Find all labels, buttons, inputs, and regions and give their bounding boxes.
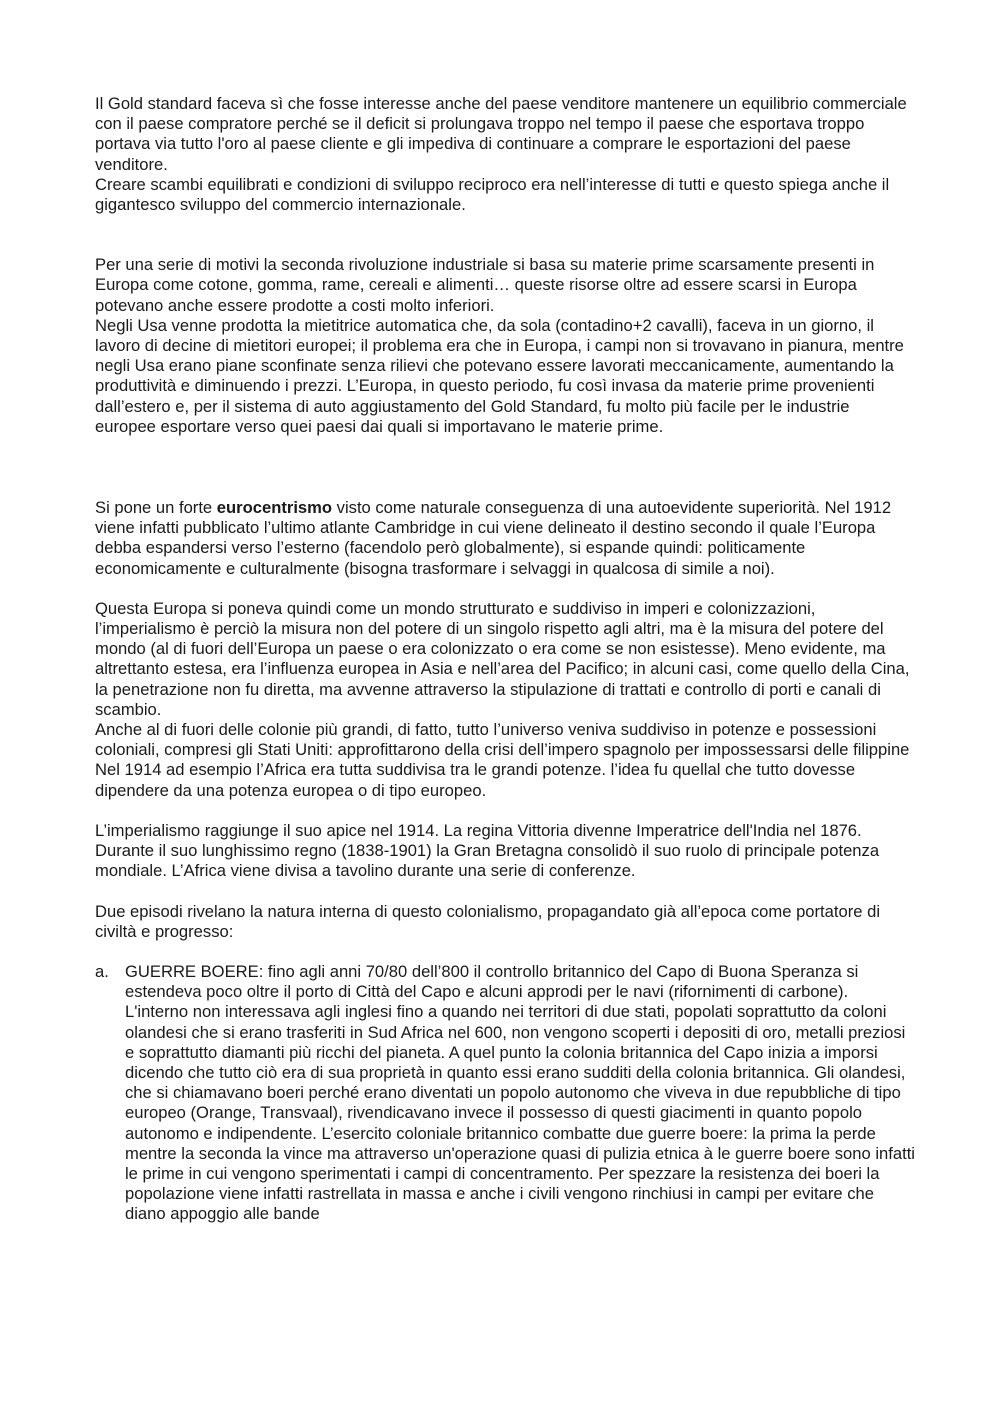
list-item-text: GUERRE BOERE: fino agli anni 70/80 dell’800 il controllo britannico del Capo di Buona Speranza si estendeva poco oltre il porto di Città del Capo e alcuni approdi per le navi (rifornimenti di carbone). L'interno non interessava agli inglesi fino a quando nei territori di due stati, popolati soprattutto da coloni olandesi che si erano trasferiti in Sud Africa nel 600, non vengono scoperti i depositi di oro, metalli preziosi e soprattutto diamanti più ricchi del pianeta. A quel punto la colonia britannica del Capo inizia a imporsi dicendo che tutto ciò era di sua proprietà in quanto essi erano sudditi della colonia britannica. Gli olandesi, che si chiamavano boeri perché erano diventati un popolo autonomo che viveva in due repubbliche di tipo europeo (Orange, Transvaal), rivendicavano invece il possesso di questi giacimenti in quanto popolo autonomo e indipendente. L’esercito coloniale britannico combatte due guerre boere: la prima la perde mentre la seconda la vince ma attraverso un'operazione quasi di pulizia etnica à le guerre boere sono infatti le prime in cui vengono sperimentati i campi di concentramento. Per spezzare la resistenza dei boeri la popolazione viene infatti rastrellata in massa e anche i civili vengono rinchiusi in campi per evitare che diano appoggio alle bande: [125, 961, 915, 1224]
paragraph-raw-materials: Per una serie di motivi la seconda rivoluzione industriale si basa su materie prime scarsamente presenti in Europa come cotone, gomma, rame, cereali e alimenti… queste risorse oltre ad essere scarsi in Europa potevano anche essere prodotte a costi molto inferiori.: [95, 255, 875, 315]
list-marker: a.: [95, 961, 109, 981]
spacer: [95, 801, 915, 821]
text-span: visto come naturale conseguenza di una autoevidente superiorità. Nel 1912 viene infatti pubblicato l’ultimo atlante Cambridge in cui viene delineato il destino secondo il quale l’Europa debba espandersi verso l’esterno (facendolo però globalmente), si espande quindi: politicamente economicamente e culturalmente (bisogna trasformare i selvaggi in qualcosa di simile a noi).: [95, 498, 892, 578]
spacer: [95, 579, 915, 599]
episode-list: [95, 962, 915, 1225]
spacer: [95, 942, 915, 962]
document-page: [95, 94, 915, 1225]
paragraph-usa-harvester: Negli Usa venne prodotta la mietitrice automatica che, da sola (contadino+2 cavalli), faceva in un giorno, il lavoro di decine di mietitori europei; il problema era che in Europa, i campi non si trovavano in pianura, mentre negli Usa erano piane sconfinate senza rilievi che potevano essere lavorati meccanicamente, aumentando la produttività e diminuendo i prezzi. L’Europa, in questo periodo, fu così invasa da materie prime provenienti dall’estero e, per il sistema di auto aggiustamento del Gold Standard, fu molto più facile per le industrie europee esportare verso quei paesi dai quali si importavano le materie prime.: [95, 315, 904, 436]
paragraph-imperialism-apex: L’imperialismo raggiunge il suo apice nel 1914. La regina Vittoria divenne Imperatrice dell'India nel 1876. Durante il suo lunghissimo regno (1838-1901) la Gran Bretagna consolidò il suo ruolo di principale potenza mondiale. L’Africa viene divisa a tavolino durante una serie di conferenze.: [95, 820, 880, 881]
paragraph-gold-standard: Il Gold standard faceva sì che fosse interesse anche del paese venditore mantenere un equilibrio commerciale con il paese compratore perché se il deficit si prolungava troppo nel tempo il paese che esportava troppo portava via tutto l'oro al paese cliente e gli impediva di continuare a comprare le esportazioni del paese venditore.: [95, 94, 907, 174]
paragraph-colonies: Anche al di fuori delle colonie più grandi, di fatto, tutto l’universo veniva suddiviso in potenze e possessioni coloniali, compresi gli Stati Uniti: approfittarono della crisi dell’impero spagnolo per impossessarsi delle filippine: [95, 720, 910, 760]
spacer: [95, 882, 915, 902]
paragraph-europe-empires: Questa Europa si poneva quindi come un mondo strutturato e suddiviso in imperi e colonizzazioni, l’imperialismo è perciò la misura non del potere di un singolo rispetto agli altri, ma è la misura del potere del mondo (al di fuori dell’Europa un paese o era colonizzato o era come se non esistesse). Meno evidente, ma altrettanto estesa, era l’influenza europea in Asia e nell’area del Pacifico; in alcuni casi, come quello della Cina, la penetrazione non fu diretta, ma avvenne attraverso la stipulazione di trattati e controllo di porti e canali di scambio.: [95, 598, 910, 719]
spacer: [95, 215, 915, 255]
bold-term-eurocentrismo: eurocentrismo: [216, 498, 333, 518]
paragraph-two-episodes: Due episodi rivelano la natura interna di questo colonialismo, propagandato già all’epoca come portatore di civiltà e progresso:: [95, 901, 881, 941]
text-span: Si pone un forte: [95, 498, 217, 518]
paragraph-africa-1914: Nel 1914 ad esempio l’Africa era tutta suddivisa tra le grandi potenze. l’idea fu quellal che tutto dovesse dipendere da una potenza europea o di tipo europeo.: [95, 760, 856, 800]
list-item: [95, 962, 915, 1225]
paragraph-balanced-trade: Creare scambi equilibrati e condizioni di sviluppo reciproco era nell’interesse di tutti e questo spiega anche il gigantesco sviluppo del commercio internazionale.: [95, 174, 890, 215]
paragraph-eurocentrism: [95, 498, 915, 579]
spacer: [95, 437, 915, 498]
